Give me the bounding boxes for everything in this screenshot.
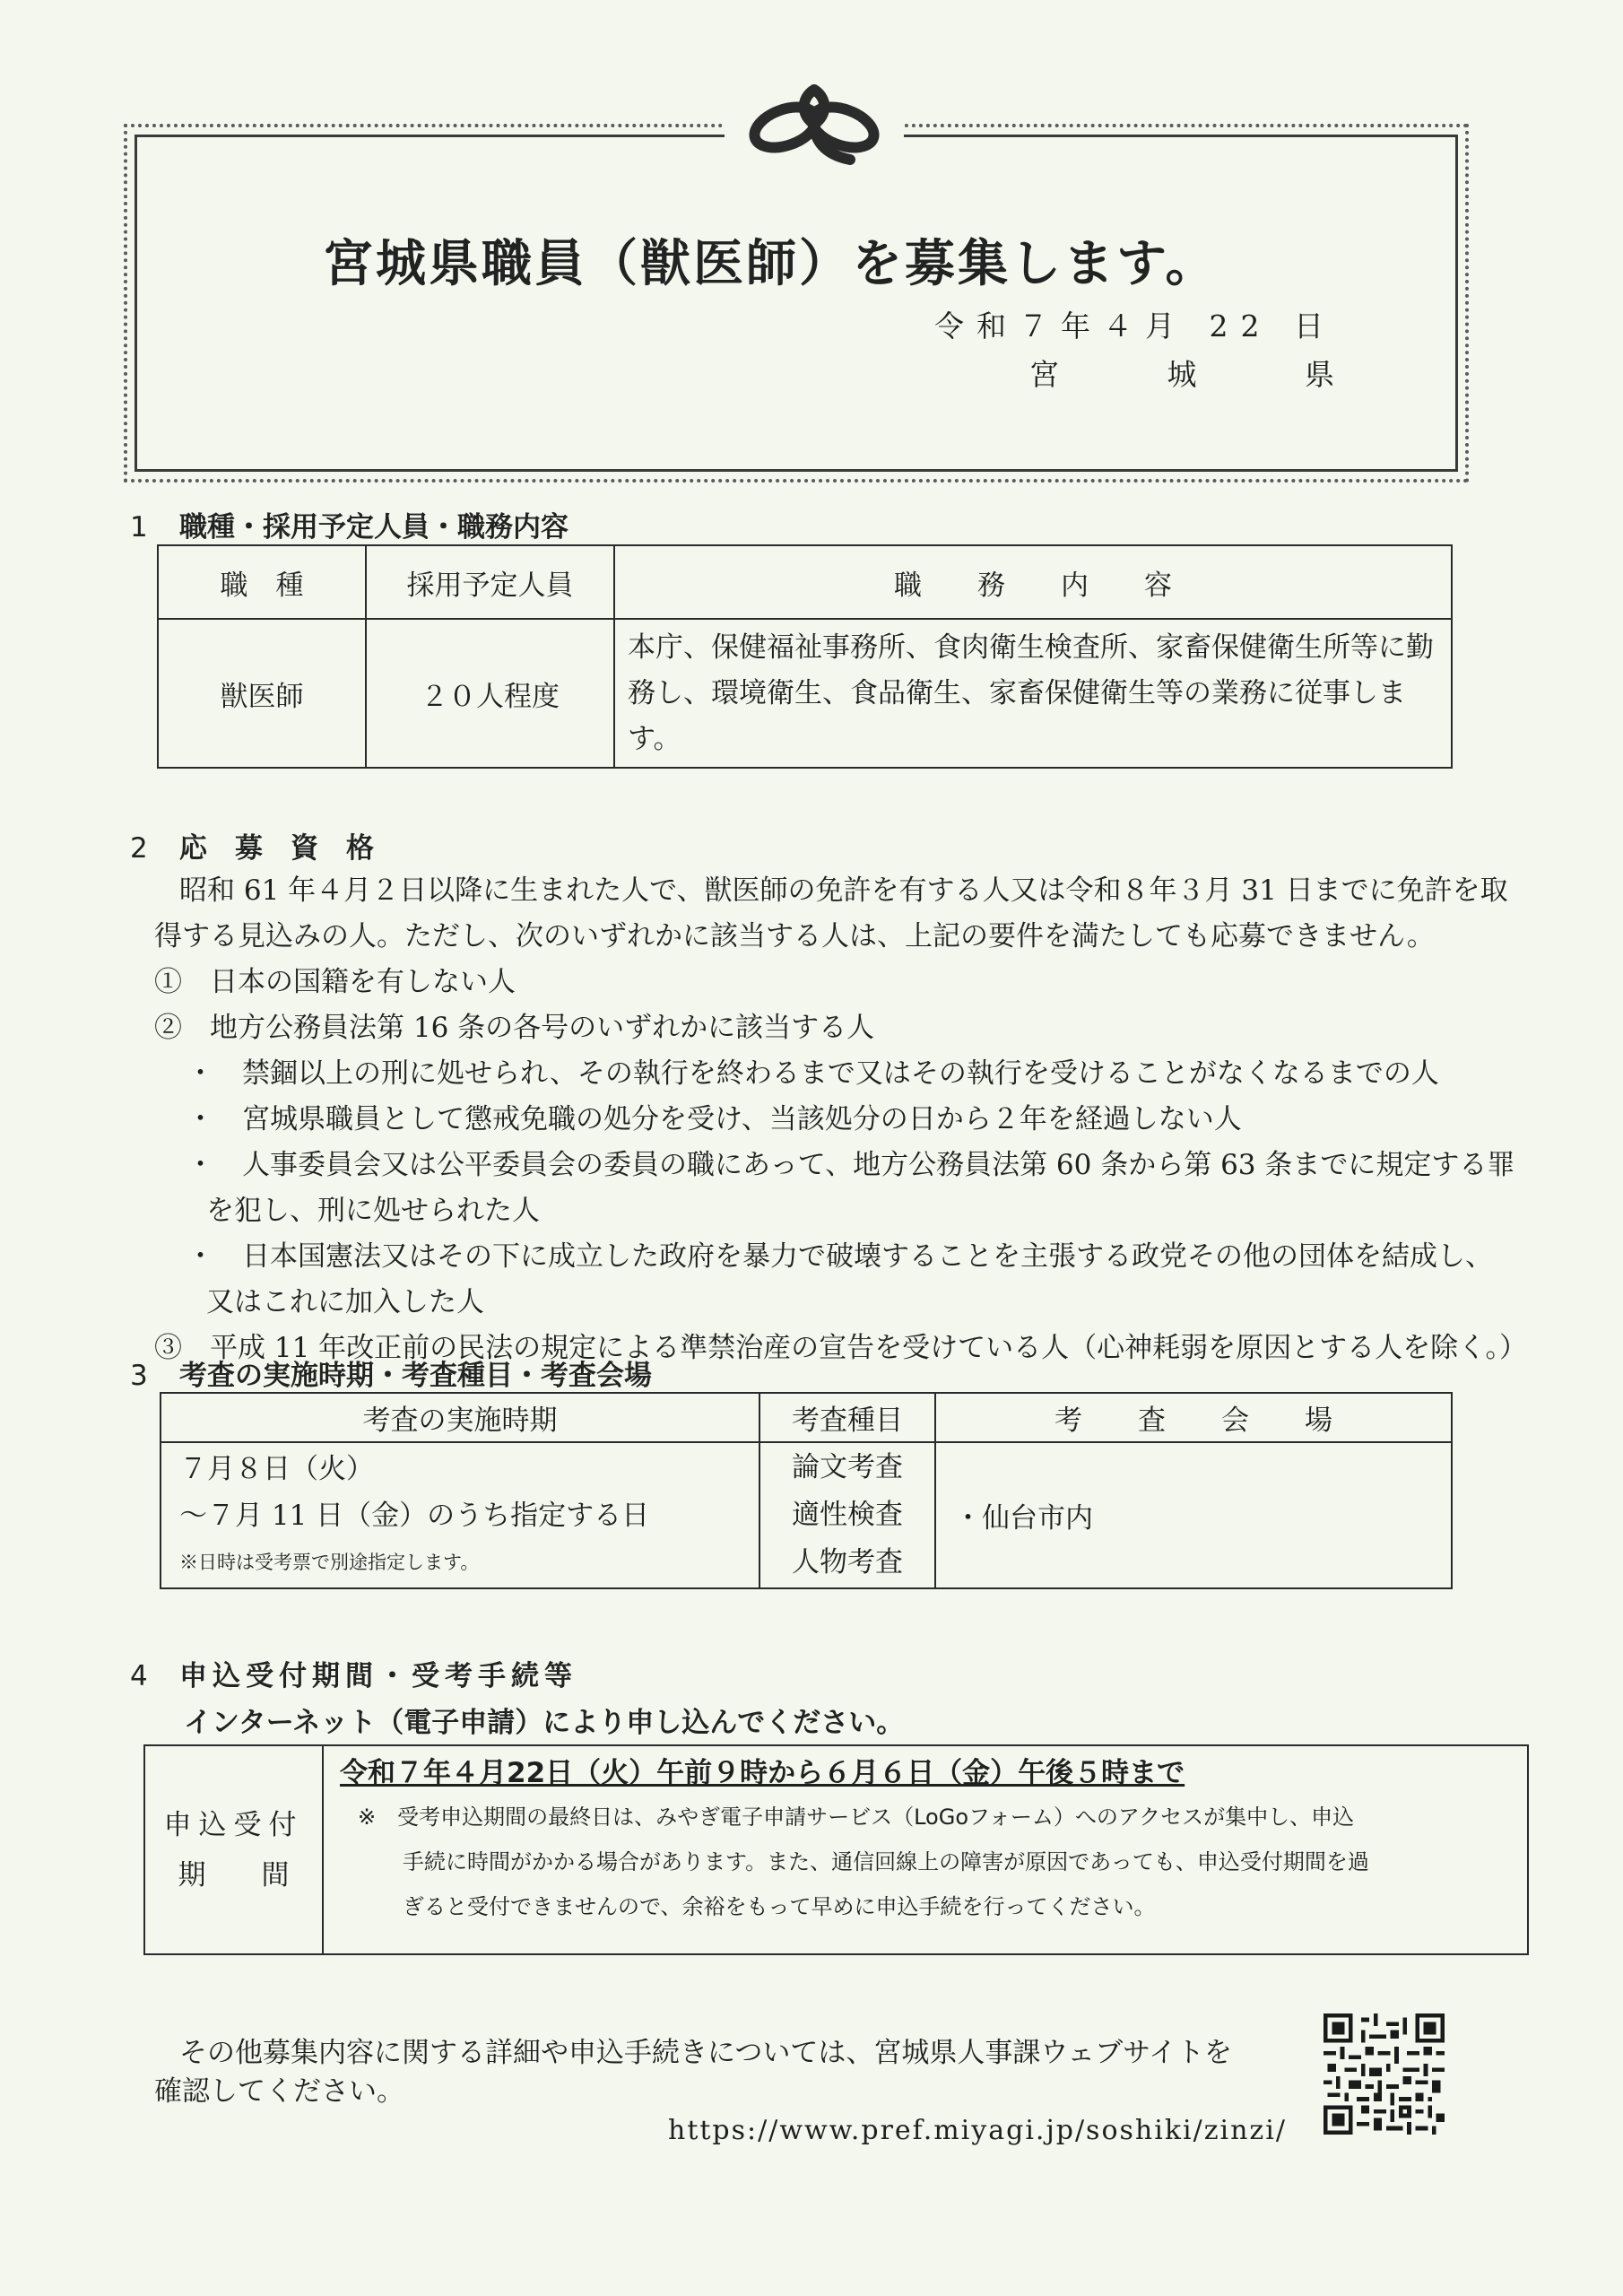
eligibility-text bbox=[0, 868, 1623, 1371]
period-note: ※日時は受考票で別途指定します。 bbox=[179, 1551, 480, 1573]
subject-item: 論文考査 bbox=[792, 1451, 903, 1483]
table-header: 職 種 bbox=[158, 545, 366, 619]
list-item: ② 地方公務員法第 16 条の各号のいずれかに該当する人 bbox=[154, 1012, 875, 1044]
section2-heading bbox=[130, 825, 374, 865]
issuer-char: 城 bbox=[1167, 357, 1197, 392]
table-header: 考 査 会 場 bbox=[935, 1393, 1452, 1442]
count-cell: ２０人程度 bbox=[366, 619, 614, 768]
section-number: 4 bbox=[130, 1660, 148, 1692]
paragraph-line: 昭和 61 年４月２日以降に生まれた人で、獣医師の免許を有する人又は令和８年３月 31 日までに免許を取 bbox=[179, 874, 1508, 907]
issuer-char: 宮 bbox=[1029, 357, 1059, 392]
paragraph-line: 得する見込みの人。ただし、次のいずれかに該当する人は、上記の要件を満たしても応募できません。 bbox=[154, 920, 1435, 952]
sub-list-item-cont: 又はこれに加入した人 bbox=[206, 1286, 484, 1318]
section-title: 職種・採用予定人員・職務内容 bbox=[179, 511, 568, 544]
issuer bbox=[1029, 352, 1334, 394]
sub-list-item: ・ 宮城県職員として懲戒免職の処分を受け、当該処分の日から２年を経過しない人 bbox=[187, 1103, 1242, 1135]
section-number: 3 bbox=[130, 1360, 148, 1392]
section3-heading bbox=[130, 1352, 652, 1393]
duties-line: 本庁、保健福祉事務所、食肉衛生検査所、家畜保健衛生所等に勤 bbox=[628, 631, 1434, 664]
application-table bbox=[143, 1744, 1529, 1955]
exam-table bbox=[160, 1392, 1453, 1589]
page-title: 宮城県職員（獣医師）を募集します。 bbox=[323, 235, 1219, 293]
note-line: ※ 受考申込期間の最終日は、みやぎ電子申請サービス（LoGoフォーム）へのアクセスが集中し、申込 bbox=[358, 1805, 1355, 1830]
label-line: 申込受付 bbox=[163, 1808, 304, 1841]
website-url[interactable]: https://www.pref.miyagi.jp/soshiki/zinzi/ bbox=[668, 2115, 1287, 2146]
section-number: 1 bbox=[130, 511, 148, 544]
subject-item: 人物考査 bbox=[792, 1546, 903, 1578]
job-cell: 獣医師 bbox=[158, 619, 366, 768]
table-header: 採用予定人員 bbox=[366, 545, 614, 619]
note-line: ぎると受付できませんので、余裕をもって早めに申込手続を行ってください。 bbox=[403, 1894, 1156, 1919]
section-number: 2 bbox=[130, 832, 148, 865]
venue-cell: ・仙台市内 bbox=[935, 1442, 1452, 1588]
duties-line: 務し、環境衛生、食品衛生、家畜保健衛生等の業務に従事しま bbox=[628, 676, 1406, 709]
section4-subheading: インターネット（電子申請）により申し込んでください。 bbox=[184, 1707, 905, 1739]
application-label-cell bbox=[144, 1745, 323, 1954]
list-item: ③ 平成 11 年改正前の民法の規定による準禁治産の宣告を受けている人（心神耗弱を原因とする人を除く。） bbox=[154, 1332, 1528, 1364]
table-header: 考査の実施時期 bbox=[161, 1393, 759, 1442]
application-period: 令和７年４月22日（火）午前９時から６月６日（金）午後５時まで bbox=[340, 1757, 1185, 1789]
duties-cell bbox=[614, 619, 1452, 768]
note-line: 手続に時間がかかる場合があります。また、通信回線上の障害が原因であっても、申込受付期間を過 bbox=[403, 1849, 1369, 1874]
sub-list-item: ・ 人事委員会又は公平委員会の委員の職にあって、地方公務員法第 60 条から第 63 条までに規定する罪 bbox=[187, 1149, 1515, 1181]
miyagi-prefecture-emblem-icon bbox=[725, 72, 904, 170]
list-item: ① 日本の国籍を有しない人 bbox=[154, 966, 516, 998]
footer-line: 確認してください。 bbox=[154, 2075, 404, 2108]
subject-item: 適性検査 bbox=[792, 1499, 903, 1531]
period-line: ７月８日（火） bbox=[179, 1452, 374, 1485]
job-table bbox=[157, 544, 1453, 769]
issuer-char: 県 bbox=[1305, 357, 1334, 392]
section-title: 応 募 資 格 bbox=[179, 832, 374, 865]
section1-heading bbox=[130, 504, 568, 544]
qr-code-icon[interactable] bbox=[1324, 2013, 1445, 2135]
sub-list-item-cont: を犯し、刑に処せられた人 bbox=[206, 1195, 540, 1227]
application-detail-cell bbox=[323, 1745, 1528, 1954]
footer-line: その他募集内容に関する詳細や申込手続きについては、宮城県人事課ウェブサイトを bbox=[179, 2037, 1232, 2069]
table-header: 職 務 内 容 bbox=[614, 545, 1452, 619]
application-note bbox=[340, 1795, 1511, 1929]
subjects-cell bbox=[759, 1442, 935, 1588]
sub-list-item: ・ 禁錮以上の刑に処せられ、その執行を終わるまで又はその執行を受けることがなくなるまでの人 bbox=[187, 1057, 1439, 1090]
section-title: 申込受付期間・受考手続等 bbox=[179, 1660, 577, 1692]
section-title: 考査の実施時期・考査種目・考査会場 bbox=[179, 1360, 652, 1392]
sub-list-item: ・ 日本国憲法又はその下に成立した政府を暴力で破壊することを主張する政党その他の団体を結成し、 bbox=[187, 1240, 1493, 1273]
period-line: ～７月 11 日（金）のうち指定する日 bbox=[179, 1499, 650, 1532]
label-line: 期 間 bbox=[178, 1858, 290, 1892]
period-cell bbox=[161, 1442, 759, 1588]
duties-line: す。 bbox=[628, 722, 681, 755]
footer-text bbox=[154, 2034, 1232, 2111]
issue-date: 令和７年４月 22 日 bbox=[934, 309, 1336, 344]
table-header: 考査種目 bbox=[759, 1393, 935, 1442]
section4-heading bbox=[130, 1653, 577, 1693]
